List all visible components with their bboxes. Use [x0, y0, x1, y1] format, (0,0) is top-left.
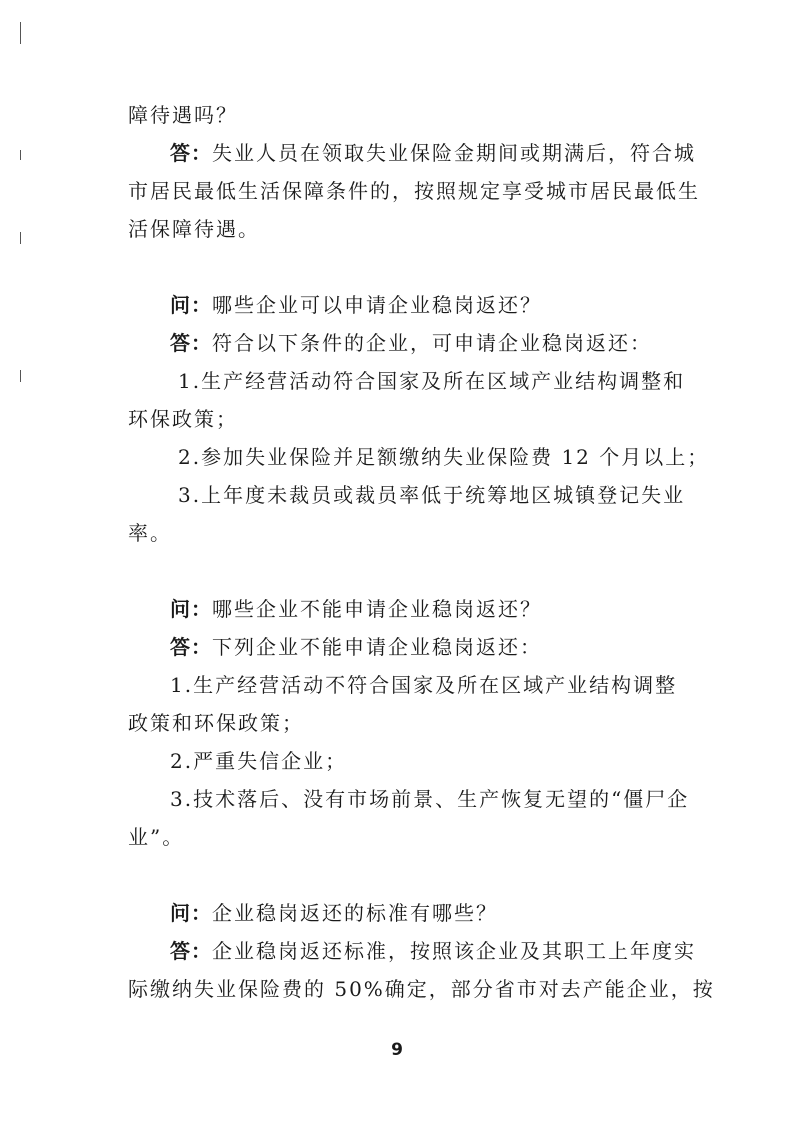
text-line — [128, 666, 676, 704]
line-text: 1.生产经营活动符合国家及所在区域产业结构调整和 — [178, 369, 686, 393]
line-text: 企业稳岗返还标准，按照该企业及其职工上年度实 — [212, 939, 696, 963]
text-line — [128, 704, 676, 742]
text-line — [128, 476, 686, 514]
text-line — [128, 742, 676, 780]
qa-label: 问： — [170, 901, 212, 925]
paragraph-gap — [128, 248, 676, 286]
qa-label: 答： — [170, 141, 212, 165]
line-text: 1.生产经营活动不符合国家及所在区域产业结构调整 — [170, 673, 678, 697]
line-text: 企业稳岗返还的标准有哪些？ — [212, 901, 498, 925]
text-line — [128, 932, 696, 970]
text-line — [128, 970, 715, 1008]
text-line — [128, 818, 676, 856]
text-line — [128, 172, 700, 210]
text-line — [128, 438, 710, 476]
text-line — [128, 590, 676, 628]
qa-label: 答： — [170, 331, 212, 355]
qa-label: 答： — [170, 635, 212, 659]
line-text: 环保政策； — [128, 407, 238, 431]
scan-edge-mark — [20, 232, 21, 244]
text-line — [128, 134, 696, 172]
page-number: 9 — [391, 1040, 403, 1060]
paragraph-gap — [128, 856, 676, 894]
qa-label: 答： — [170, 939, 212, 963]
text-line — [128, 324, 676, 362]
text-line — [128, 362, 686, 400]
text-line — [128, 628, 676, 666]
text-line — [128, 400, 676, 438]
line-text: 3.上年度未裁员或裁员率低于统筹地区城镇登记失业 — [178, 483, 686, 507]
line-text: 哪些企业不能申请企业稳岗返还？ — [212, 597, 542, 621]
line-text: 符合以下条件的企业，可申请企业稳岗返还： — [212, 331, 652, 355]
document-body — [128, 96, 715, 1008]
line-text: 2.严重失信企业； — [170, 749, 348, 773]
text-line — [128, 894, 676, 932]
text-line — [128, 780, 690, 818]
line-text: 市居民最低生活保障条件的，按照规定享受城市居民最低生 — [128, 179, 700, 203]
qa-label: 问： — [170, 597, 212, 621]
line-text: 际缴纳失业保险费的 50%确定，部分省市对去产能企业，按 — [128, 977, 715, 1001]
line-text: 2.参加失业保险并足额缴纳失业保险费 12 个月以上； — [178, 445, 710, 469]
line-text: 哪些企业可以申请企业稳岗返还？ — [212, 293, 542, 317]
text-line — [128, 210, 676, 248]
line-text: 下列企业不能申请企业稳岗返还： — [212, 635, 542, 659]
line-text: 失业人员在领取失业保险金期间或期满后，符合城 — [212, 141, 696, 165]
scan-edge-mark — [20, 370, 21, 382]
text-line — [128, 514, 676, 552]
line-text: 率。 — [128, 521, 172, 545]
text-line — [128, 96, 676, 134]
line-text: 政策和环保政策； — [128, 711, 304, 735]
line-text: 3.技术落后、没有市场前景、生产恢复无望的“僵尸企 — [170, 787, 690, 811]
scan-edge-mark — [20, 22, 21, 44]
scan-edge-mark — [20, 150, 21, 160]
paragraph-gap — [128, 552, 676, 590]
line-text: 活保障待遇。 — [128, 217, 260, 241]
qa-label: 问： — [170, 293, 212, 317]
line-text: 障待遇吗？ — [128, 103, 238, 127]
line-text: 业”。 — [128, 825, 185, 849]
text-line — [128, 286, 676, 324]
